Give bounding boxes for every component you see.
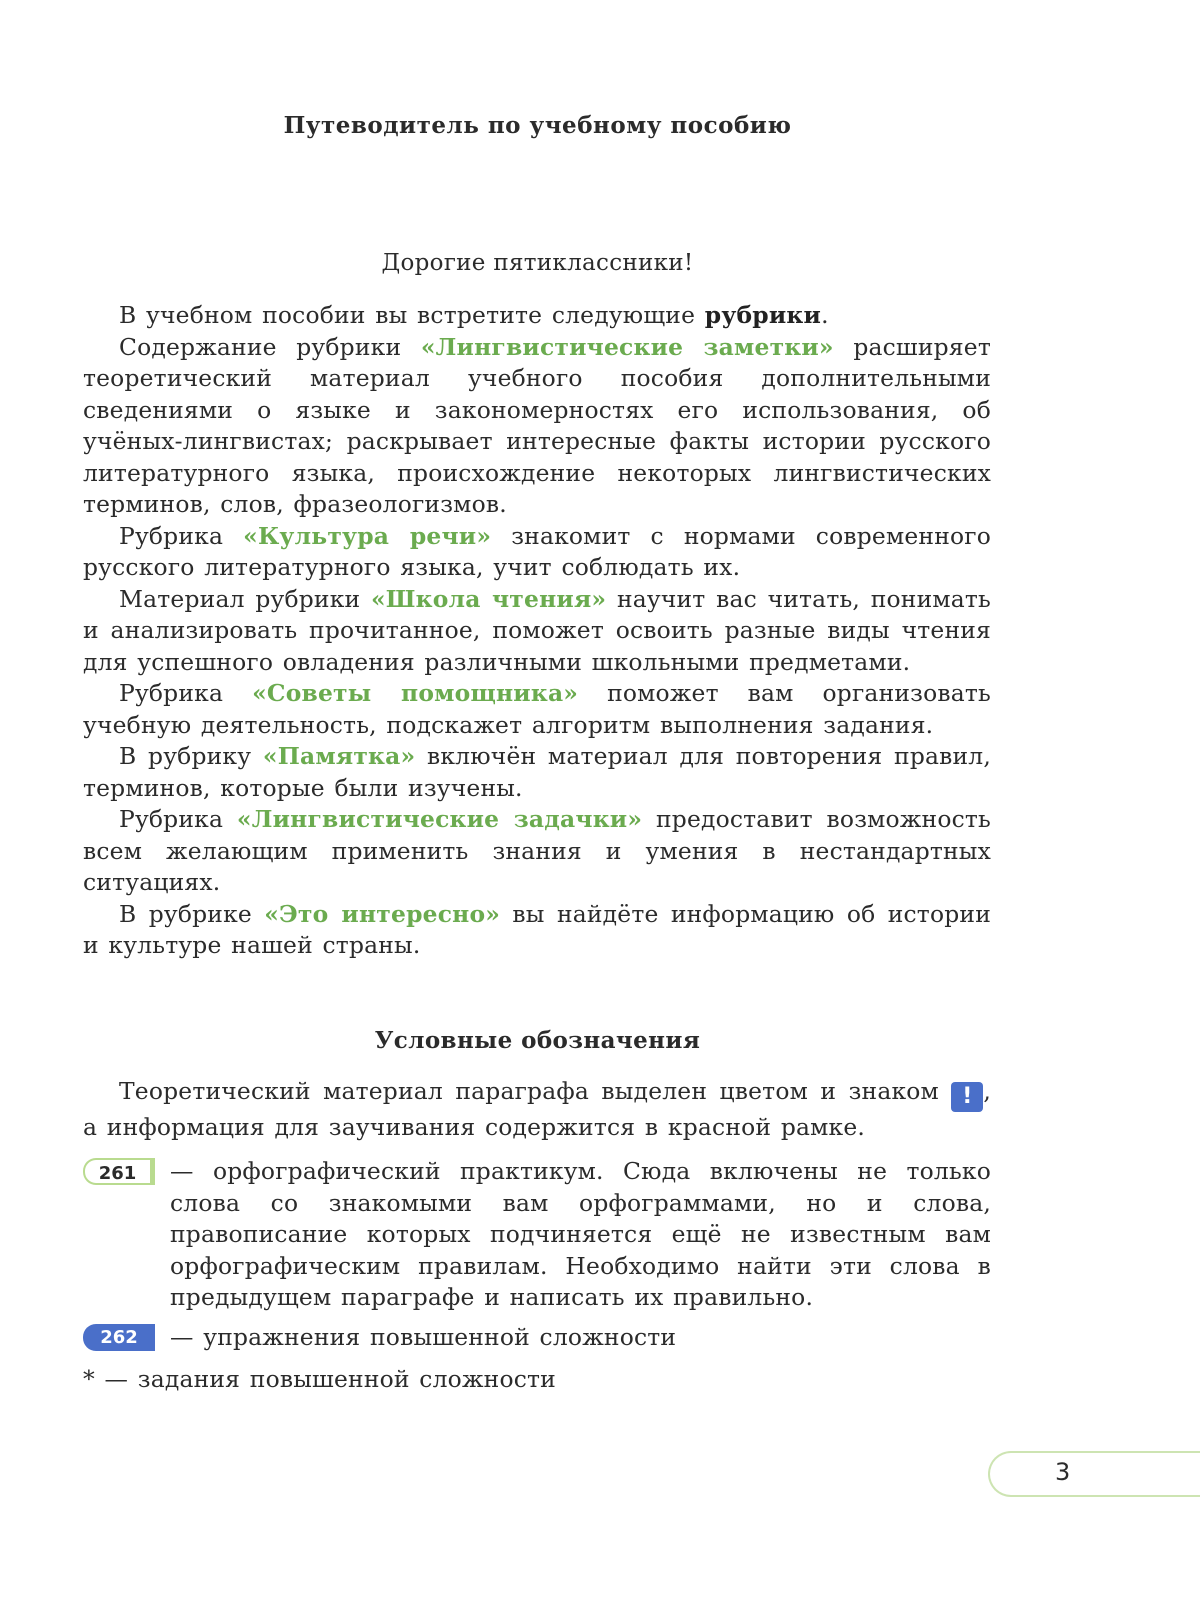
rubric-name: «Культура речи» — [243, 521, 492, 550]
legend-item-description: — упражнения повышенной сложности — [170, 1323, 677, 1351]
rubric-paragraph-memo — [83, 741, 991, 804]
rubric-paragraph-interesting — [83, 899, 991, 962]
rubrics-description — [83, 300, 991, 962]
rubric-text: поможет вам организовать учебную деятельность, подскажет алгоритм выполнения задания. — [83, 679, 991, 739]
intro-bold-word: рубрики — [704, 301, 822, 329]
rubric-text: предоставит возможность всем желающим применить знания и умения в нестандартных ситуациях. — [83, 805, 991, 896]
rubric-text: В рубрике — [119, 899, 265, 928]
rubric-name: «Советы помощника» — [252, 679, 579, 707]
rubric-paragraph-reading-school — [83, 584, 991, 679]
rubric-name: «Это интересно» — [264, 899, 501, 928]
rubric-paragraph-helper-tips — [83, 678, 991, 741]
rubric-text: научит вас читать, понимать и анализировать прочитанное, поможет освоить разные виды чтения для успешного овладения различными школьными предметами. — [83, 584, 991, 676]
rubric-name: «Памятка» — [262, 742, 416, 770]
legend-title: Условные обозначения — [374, 1027, 701, 1054]
legend-intro-text: , а информация для заучивания содержится в красной рамке. — [83, 1077, 991, 1141]
rubric-text: Содержание рубрики — [119, 332, 421, 361]
rubric-name: «Лингвистические заметки» — [420, 332, 834, 361]
rubric-paragraph-speech-culture — [83, 521, 991, 584]
greeting: Дорогие пятиклассники! — [381, 250, 694, 276]
rubric-text: включён материал для повторения правил, терминов, которые были изучены. — [83, 742, 991, 802]
intro-text: В учебном пособии вы встретите следующие — [119, 301, 705, 329]
star-line: * — задания повышенной сложности — [83, 1365, 556, 1393]
exercise-number-badge-blue: 262 — [83, 1324, 155, 1351]
rubric-text: Рубрика — [119, 679, 253, 707]
rubric-name: «Лингвистические задачки» — [236, 805, 643, 833]
intro-end: . — [821, 301, 829, 329]
rubric-text: знакомит с нормами современного русского литературного языка, учит соблюдать их. — [83, 521, 991, 581]
rubric-text: В рубрику — [119, 742, 263, 770]
legend-item-description: — орфографический практикум. Сюда включены не только слова со знакомыми вам орфограммами, но и слова, правописание которых подчиняется ещё не известным вам орфографическим правилам. Необходимо найти эти слова в предыдущем параграфе и написать их правильно. — [170, 1157, 991, 1311]
exercise-number-badge-green: 261 — [83, 1158, 155, 1185]
exclamation-icon: ! — [951, 1082, 983, 1112]
legend-intro-text: Теоретический материал параграфа выделен цветом и знаком — [119, 1077, 952, 1105]
legend-item-advanced-tasks — [83, 1364, 991, 1396]
rubric-text: расширяет теоретический материал учебного пособия дополнительными сведениями о языке и закономерностях его использования, об учёных-лингвистах; раскрывает интересные факты истории русского литературного языка, происхождение некоторых лингвистических терминов, слов, фразеологизмов. — [83, 332, 991, 518]
rubric-text: вы найдёте информацию об истории и культуре нашей страны. — [83, 899, 991, 959]
rubric-paragraph-linguistic-tasks — [83, 804, 991, 899]
intro-paragraph — [83, 300, 991, 332]
page-number: 3 — [1055, 1458, 1071, 1486]
rubric-text: Рубрика — [119, 805, 237, 833]
rubric-paragraph-linguistic-notes — [83, 332, 991, 521]
legend-item-orthographic-practice — [83, 1156, 991, 1314]
page-number-tab — [988, 1451, 1200, 1497]
rubric-text: Рубрика — [119, 521, 244, 550]
page-title: Путеводитель по учебному пособию — [283, 112, 792, 139]
legend-intro — [83, 1076, 991, 1144]
legend-item-advanced-exercises — [83, 1322, 991, 1354]
rubric-text: Материал рубрики — [119, 584, 371, 613]
rubric-name: «Школа чтения» — [370, 584, 607, 613]
